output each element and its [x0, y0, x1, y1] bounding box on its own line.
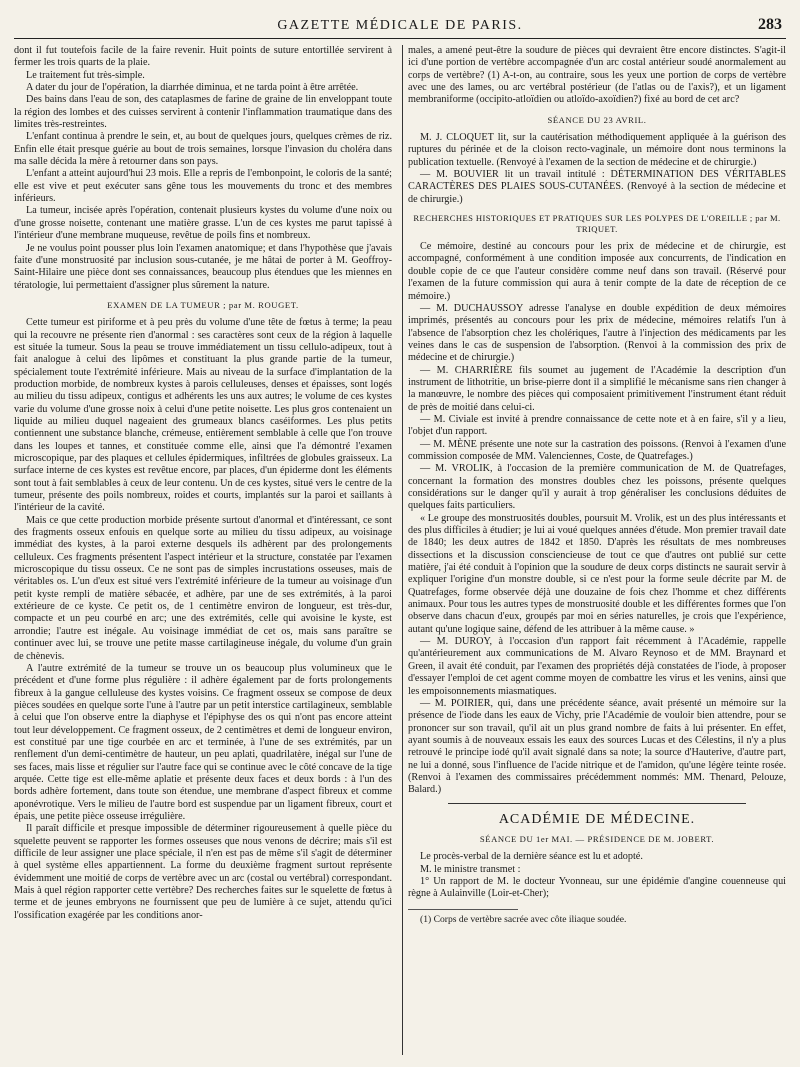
paragraph: A dater du jour de l'opération, la diarrhée diminua, et ne tarda point à être arrêtée. [26, 82, 359, 94]
section-title: ACADÉMIE DE MÉDECINE. [498, 811, 696, 827]
paragraph: — M. VROLIK, à l'occasion de la première communication de M. de Quatrefages, concernant la formation des monstres doubles chez les poissons, présente quelques considérations sur le danger qu'il y aurait à trop généraliser les conclusions déduites de quelques faits particuliers. [408, 463, 786, 512]
paragraph: Mais ce que cette production morbide présente surtout d'anormal et d'intéressant, ce sont des fragments osseux enfouis en quelque sorte au milieu du tissu adipeux, au voisinage immédiat des kystes, à la paroi externe desquels ils adhèrent par des prolongements celluleux. Ces fragments présentent l'aspect intérieur et la structure, constatée par l'examen microscopique du tissu osseux. Ce ne sont pas de simples incrustations osseuses, mais de véritables os. L'un d'eux est situé vers l'extrémité inférieure de la tumeur au voisinage d'un petit kyste rempli de matière sébacée, et adhère, par une de ses extrémités, à la paroi extérieure de ce kyste. Ce petit os, de 1 centimètre environ de longueur, est très-dur, compacte et un peu courbé en arc; une des extrémités, celle qui avoisine le kyste, est arrondie; l'autre est inégale. Au voisinage immédiat de cet os, mais sans paraître se continuer avec lui, se trouve une petite masse cartilagineuse inégale, du volume d'un grain de chènevis. [14, 514, 392, 662]
paragraph: Le traitement fut très-simple. [26, 69, 145, 81]
columns [14, 45, 786, 1055]
seance-heading: SÉANCE DU 1er MAI. — PRÉSIDENCE DE M. JOBERT. [479, 833, 715, 844]
paragraph: — M. BOUVIER lit un travail intitulé : DÉTERMINATION DES VÉRITABLES CARACTÈRES DES PLAIES SOUS-CUTANÉES. (Renvoyé à la section de médecine et de chirurgie.) [408, 169, 786, 205]
paragraph: 1° Un rapport de M. le docteur Yvonneau, sur une épidémie d'angine couenneuse qui règne à Aulainville (Loir-et-Cher); [408, 875, 786, 900]
paragraph: L'enfant continua à prendre le sein, et, au bout de quelques jours, quelques crèmes de riz. Enfin elle était presque guérie au bout de trois semaines, lorsque l'invasion du choléra dans ma salle décida la mère à retourner dans son pays. [14, 131, 392, 168]
page-header [14, 12, 786, 39]
paragraph: Des bains dans l'eau de son, des cataplasmes de farine de graine de lin enveloppant toute la région des lombes et des cuisses servirent à contenir l'inflammation traumatique dans des limites très-restreintes. [14, 94, 392, 131]
paragraph: L'enfant a atteint aujourd'hui 23 mois. Elle a repris de l'embonpoint, le coloris de la santé; elle est vive et peut exécuter sans gêne tous les mouvements du tronc et des membres inférieurs. [14, 168, 392, 205]
paragraph: males, a amené peut-être la soudure de pièces qui devraient être encore distinctes. S'agit-il ici d'une portion de vertèbre accompagnée d'un arc costal antérieur soudé anormalement au corps de vertèbre? (1) A-t-on, au contraire, sous les yeux une portion de corps de vertèbre avec une des lames, ou arc vertébral postérieur (de l'atlas ou de l'axis?), et un ligament membraniforme (occipito-atloïdien ou atloïdo-axoïdien?) fixé au bord de cet arc? [408, 45, 786, 106]
paragraph: — M. CHARRIÈRE fils soumet au jugement de l'Académie la description d'un instrument de lithotritie, un brise-pierre dont il a simplifié le mécanisme sans rien changer à la manœuvre, le nombre des pièces qui composaient primitivement l'instrument étant réduit de près de moitié dans celui-ci. [408, 364, 786, 413]
paragraph: — M. MÈNE présente une note sur la castration des poissons. (Renvoi à l'examen d'une commission composée de MM. Valenciennes, Coste, de Quatrefages.) [408, 438, 786, 462]
paragraph: — M. DUCHAUSSOY adresse l'analyse en double expédition de deux mémoires imprimés, présentés au concours pour les prix de médecine, mémoires relatifs l'un à l'absence de l'absorption chez les cholériques, l'autre à l'injection des médicaments par les veines dans le cas de suspension de l'absorption. (Renvoi à la commission des prix de médecine et de chirurgie.) [408, 302, 786, 364]
paragraph: La tumeur, incisée après l'opération, contenait plusieurs kystes du volume d'une noix ou d'une grosse noisette, contenant une matière grasse. L'un de ces kystes me parut tapissé à l'intérieur d'une membrane muqueuse, revêtue de poils fins et nombreux. [14, 205, 392, 242]
paragraph: A l'autre extrémité de la tumeur se trouve un os beaucoup plus volumineux que le précédent et d'une forme plus régulière : il adhère également par de forts prolongements fibreux à la gangue celluleuse des kystes voisins. Ce fragment osseux se compose de deux pièces soudées en quelque sorte l'une à l'autre par un petit interstice cartilagineux, semblable à celui que l'on observe entre la diaphyse et l'épiphyse des os qui n'ont pas encore atteint tout leur développement. Ce fragment osseux, de 2 centimètres et demi de longueur environ, est constitué par une tige courbée en arc et terminée, à l'une de ses extrémités, par un renflement d'un demi-centimètre de hauteur, un peu aplati, quadrilatère, inégal sur l'une de ses faces, mais lisse et régulier sur l'autre face qui se continue avec le côté concave de la tige arquée. Cette tige est elle-même aplatie et présente deux faces et deux bords : à l'un des bords adhère fortement, dans toute son étendue, une membrane d'aspect fibreux et comme aponévrotique. Vers le milieu de l'autre bord est suspendue par un ligament fibreux, court et épais, une petite pièce osseuse irrégulière. [14, 662, 392, 822]
paragraph: Le procès-verbal de la dernière séance est lu et adopté. [420, 851, 643, 863]
section-heading: EXAMEN DE LA TUMEUR ; par M. ROUGET. [107, 299, 299, 310]
paragraph: Cette tumeur est piriforme et à peu près du volume d'une tête de fœtus à terme; la peau qui la recouvre ne présente rien d'anormal : ses caractères sont ceux de la région à laquelle est située la tumeur. Sous la peau se trouve immédiatement un tissu cellulo-adipeux, tout à fait analogue à celui des lipômes et constituant la plus grande partie de la tumeur, spécialement toute l'extrémité inférieure. Mais au niveau de la surface d'implantation de la production morbide, de nombreux kystes à parois celluleuses, denses et épaisses, sont logés au milieu du tissu adipeux, contigus et adhérents les uns aux autres; le volume de ces kystes varie du volume d'une grosse noix à celui d'une petite noisette. Les plus gros contenaient un liquide au milieu duquel nageaient des grumeaux blancs caséiformes. Les plus petits contiennent une substance blanche, crémeuse, entièrement semblable à celle que l'on trouve dans les loupes et tannes, et constituée comme elle, ainsi que l'a démontré l'examen microscopique, par des plaques et cellules épidermiques, infiltrées de globules graisseux. La surface interne de ces kystes est revêtue encore, par places, d'un épiderme dont les éléments sont tout à fait semblables à ceux de leur contenu. Un de ces kystes, situé vers le centre de la tumeur, présente des poils nombreux, roides et courts, implantés sur la paroi et saillants à l'intérieur de la cavité. [14, 317, 392, 514]
seance-heading: SÉANCE DU 23 AVRIL. [547, 114, 647, 125]
paragraph: — M. Civiale est invité à prendre connaissance de cette note et à en faire, s'il y a lieu, l'objet d'un rapport. [408, 413, 786, 438]
column-divider [402, 45, 403, 1055]
paragraph: dont il fut toutefois facile de la faire revenir. Huit points de suture entortillée servirent à fermer les trois quarts de la plaie. [14, 45, 392, 69]
article-heading: RECHERCHES HISTORIQUES ET PRATIQUES SUR LES POLYPES DE L'OREILLE ; par M. TRIQUET. [413, 213, 781, 235]
left-column [14, 45, 400, 1055]
paragraph: Ce mémoire, destiné au concours pour les prix de médecine et de chirurgie, est accompagné, conformément à une condition imposée aux concurrents, de l'indication en double copie de ce que l'auteur considère comme neuf dans son travail. (Réservé pour l'examen de la future commission qui aura à tenir compte de la date de réception de ce mémoire.) [408, 241, 786, 302]
paragraph: Je ne voulus point pousser plus loin l'examen anatomique; et dans l'hypothèse que j'avais faite d'une monstruosité par inclusion sous-cutanée, je me hâtai de porter à M. Geoffroy-Saint-Hilaire une pièce dont ses connaissances, beaucoup plus étendues que les miennes en tératologie, lui permettaient d'assigner plus sûrement la nature. [14, 242, 392, 291]
paragraph: — M. POIRIER, qui, dans une précédente séance, avait présenté un mémoire sur la présence de l'iode dans les eaux de Vichy, prie l'Académie de vouloir bien attendre, pour se prononcer sur son travail, qu'il ait un plus grand nombre de faits à lui présenter. En effet, ayant soumis à de nouveaux essais les eaux des sources Lucas et des Célestins, il n'y a plus retrouvé le principe iodé qu'il avait signalé dans sa note; la source d'Hauterive, d'autre part, ne lui a donné, sous l'influence de l'acide nitrique et de l'amidon, qu'une légère teinte rosée. (Renvoi à l'examen des commissaires précédemment nommés: MM. Thenard, Pelouze, Balard.) [408, 697, 786, 796]
paragraph: « Le groupe des monstruosités doubles, poursuit M. Vrolik, est un des plus intéressants et des plus difficiles à étudier; je lui ai voué quelques années d'étude. Mon premier travail date de 1840; les deux autres de 1842 et 1850. D'après les résultats de mes nombreuses dissections et la discussion consciencieuse de tout ce que d'autres ont publié sur cette matière, j'ai été conduit à l'opinion que la soudure de deux corps distincts ne saurait servir à expliquer l'origine d'un monstre double, si ce n'est pour la forme seule décrite par M. de Quatrefages, forme observée déjà une douzaine de fois chez l'homme et chez différents animaux. Pour tous les autres types de monstruosité double et les différentes formes que l'on observe dans chacun d'eux, groupés par moi en séries naturelles, je crois que l'expérience, autant qu'une logique saine, défend de les attribuer à la même cause. » [408, 512, 786, 635]
paragraph: M. le ministre transmet : [420, 863, 521, 875]
footnote-divider [408, 909, 518, 910]
right-column [400, 45, 786, 1055]
section-divider [448, 803, 746, 804]
footnote: (1) Corps de vertèbre sacrée avec côte iliaque soudée. [420, 913, 627, 925]
paragraph: — M. DUROY, à l'occasion d'un rapport fait récemment à l'Académie, rappelle qu'antérieurement aux communications de M. Alvaro Reynoso et de MM. Braynard et Green, il avait été conduit, par l'examen des propriétés déjà constatées de l'iode, à proposer d'essayer l'emploi de cet agent comme moyen de combattre les virus et les venins, ainsi que les empoisonnements miasmatiques. [408, 636, 786, 697]
journal-title: GAZETTE MÉDICALE DE PARIS. [277, 18, 523, 33]
page-number: 283 [758, 16, 782, 33]
paragraph: Il paraît difficile et presque impossible de déterminer rigoureusement à quelle pièce du squelette peuvent se rapporter les formes osseuses que nous venons de décrire; mais s'il est difficile de leur assigner une place spéciale, il n'en est pas de même s'il s'agit de déterminer à quel système elles appartiennent. La forme du deuxième fragment surtout représente évidemment une moitié de corps de vertèbre avec un arc (costal ou vertébral) correspondant. Mais à quel région rapporter cette vertèbre? Des recherches faites sur le squelette de fœtus à terme et de jeunes embryons ne fournissent que peu de lumière à ce sujet, attendu qu'ici l'ossification exagérée par les conditions anor- [14, 823, 392, 921]
paragraph: M. J. CLOQUET lit, sur la cautérisation méthodiquement appliquée à la guérison des ruptures du périnée et de la cloison recto-vaginale, un mémoire dont nous terminons la publication textuelle. (Renvoyé à l'examen de la section de médecine et de chirurgie.) [408, 132, 786, 168]
